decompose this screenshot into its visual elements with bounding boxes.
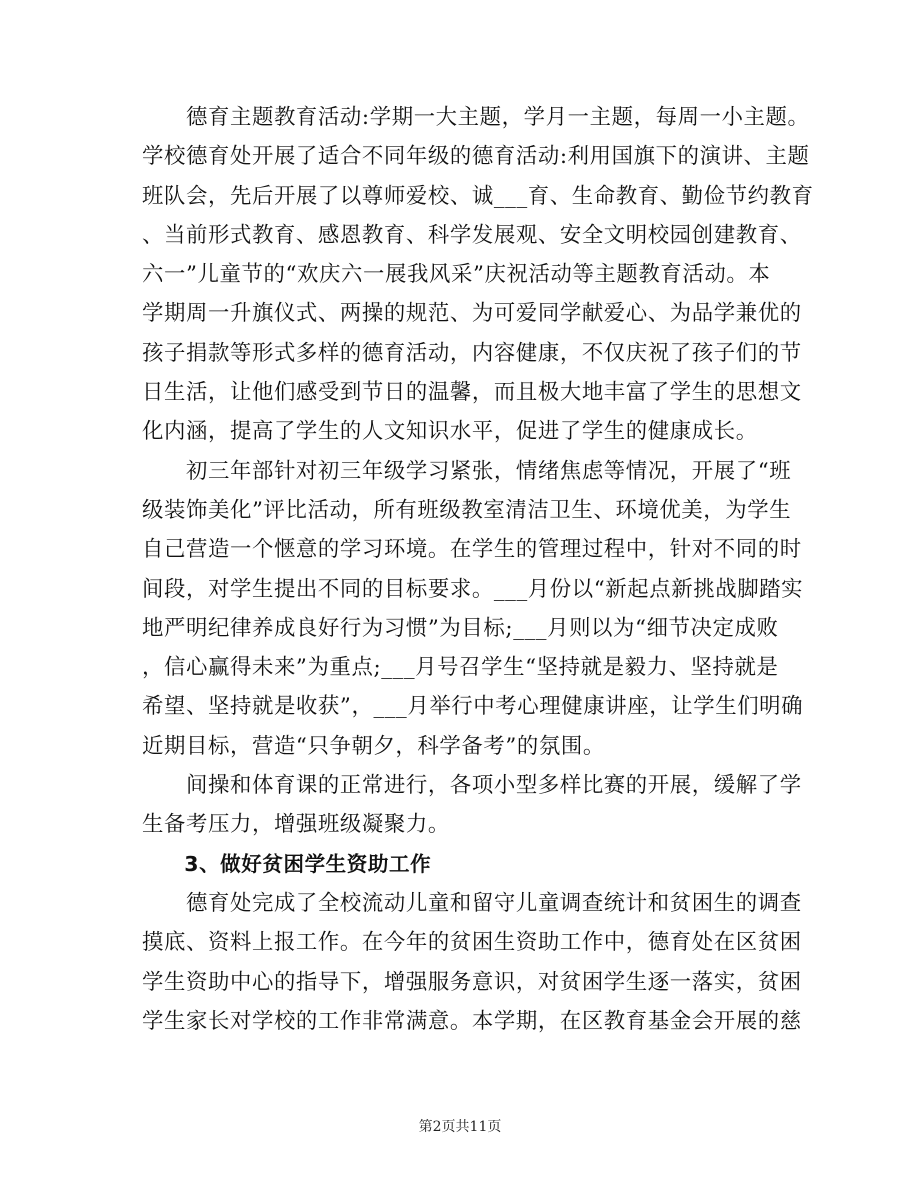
text-line: 间操和体育课的正常进行，各项小型多样比赛的开展，缓解了学 — [142, 773, 802, 799]
text-line: 六一”儿童节的“欢庆六一展我风采”庆祝活动等主题教育活动。本 — [142, 262, 771, 288]
text-line: 近期目标，营造“只争朝夕，科学备考”的氛围。 — [142, 733, 605, 759]
text-line: 日生活，让他们感受到节日的温馨，而且极大地丰富了学生的思想文 — [142, 380, 802, 406]
text-line: ，信心赢得未来”为重点;___月号召学生“坚持就是毅力、坚持就是 — [142, 655, 779, 681]
text-line: 化内涵，提高了学生的人文知识水平，促进了学生的健康成长。 — [142, 419, 758, 445]
text-line: 学期周一升旗仪式、两操的规范、为可爱同学献爱心、为品学兼优的 — [142, 301, 802, 327]
text-line: 地严明纪律养成良好行为习惯”为目标;___月则以为“细节决定成败 — [142, 615, 779, 641]
text-line: 、当前形式教育、感恩教育、科学发展观、安全文明校园创建教育、 — [142, 222, 802, 248]
text-line: 间段，对学生提出不同的目标要求。___月份以“新起点新挑战脚踏实 — [142, 576, 804, 602]
text-line: 希望、坚持就是收获”，___月举行中考心理健康讲座，让学生们明确 — [142, 694, 804, 720]
text-line: 孩子捐款等形式多样的德育活动，内容健康，不仅庆祝了孩子们的节 — [142, 340, 802, 366]
text-line: 学生资助中心的指导下，增强服务意识，对贫困学生逐一落实，贫困 — [142, 969, 802, 995]
page-number-footer: 第2页共11页 — [418, 1119, 502, 1135]
text-line: 班队会，先后开展了以尊师爱校、诚___育、生命教育、勤俭节约教育 — [142, 183, 814, 209]
text-line: 学校德育处开展了适合不同年级的德育活动:利用国旗下的演讲、主题 — [142, 144, 810, 170]
text-line: 德育主题教育活动:学期一大主题，学月一主题，每周一小主题。 — [142, 105, 810, 130]
text-line: 学生家长对学校的工作非常满意。本学期，在区教育基金会开展的慈 — [142, 1008, 802, 1034]
text-line: 级装饰美化”评比活动，所有班级教室清洁卫生、环境优美，为学生 — [142, 497, 792, 523]
text-line: 自己营造一个惬意的学习环境。在学生的管理过程中，针对不同的时 — [142, 537, 802, 563]
section-heading: 3、做好贫困学生资助工作 — [142, 851, 432, 876]
text-line: 摸底、资料上报工作。在今年的贫困生资助工作中，德育处在区贫困 — [142, 930, 802, 956]
text-line: 初三年部针对初三年级学习紧张，情绪焦虑等情况，开展了“班 — [142, 458, 792, 484]
document-body — [142, 98, 814, 1041]
text-line: 生备考压力，增强班级凝聚力。 — [142, 812, 450, 838]
text-line: 德育处完成了全校流动儿童和留守儿童调查统计和贫困生的调查 — [142, 890, 802, 916]
